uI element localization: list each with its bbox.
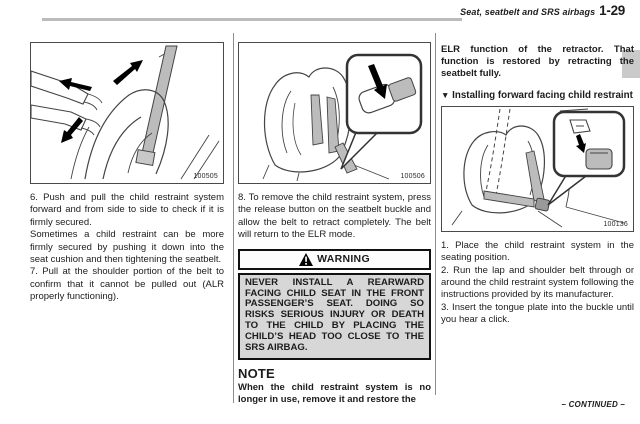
step-1: 1. Place the child restraint system in the seating position. [441,239,634,264]
triangle-bullet-icon: ▼ [441,89,450,100]
line-art-buckle-release-illustration [239,43,430,181]
step-2: 2. Run the lap and shoulder belt through or around the child restraint system following the instructions provided by its manufacturer. [441,264,634,301]
elr-intro-text: ELR function of the retractor. That function is restored by retracting the seatbelt fully. [441,44,634,80]
column-middle [238,42,431,406]
install-steps [441,240,634,327]
continued-marker: – CONTINUED – [561,400,625,409]
warning-title-label: WARNING [317,253,370,266]
figure-forward-facing-install [441,106,634,232]
paragraph-step-6: 6. Push and pull the child restraint system forward and from side to side to check if it is firmly secured. [30,192,224,228]
column-right [441,42,634,327]
line-art-forward-facing-seat-illustration [442,107,633,229]
figure-number: 100136 [603,220,628,228]
page-header [460,3,625,18]
header-page-number: 1-29 [599,3,625,18]
warning-body: NEVER INSTALL A REARWARD FACING CHILD SEAT IN THE FRONT PASSENGER’S SEAT. DOING SO RISKS SERIOUS INJURY OR DEATH TO THE CHILD BY PLACING THE CHILD’S HEAD TOO CLOSE TO THE SRS AIRBAG. [238,273,431,360]
step-3: 3. Insert the tongue plate into the buckle until you hear a click. [441,301,634,326]
paragraph-tip: Sometimes a child restraint can be more firmly secured by pushing it down into the seat cushion and then tightening the seatbelt. [30,229,224,266]
header-rule [42,18,462,21]
figure-check-child-seat [30,42,224,184]
paragraph-step-7: 7. Pull at the shoulder portion of the belt to confirm that it cannot be pulled out (ALR properly functioning). [30,266,224,303]
column-left [30,42,224,304]
note-title: NOTE [238,365,275,381]
column-separator-left [233,33,234,403]
section-heading [441,90,634,101]
section-heading-label: Installing forward facing child restraint [452,89,633,101]
figure-number: 100506 [400,173,425,180]
paragraph-step-8: 8. To remove the child restraint system, press the release button on the seatbelt buckle and allow the belt to retract completely. The belt will return to the ELR mode. [238,192,431,241]
warning-triangle-icon [299,253,313,266]
figure-number: 100505 [193,173,218,180]
header-title: Seat, seatbelt and SRS airbags [460,7,596,17]
warning-header [238,249,431,270]
figure-release-buckle [238,42,431,184]
note-body: When the child restraint system is no longer in use, remove it and restore the [238,381,431,405]
middle-column-text [238,192,431,242]
left-column-text [30,192,224,304]
line-art-hands-pushing-seat-illustration [31,43,223,181]
column-separator-right [435,33,436,395]
